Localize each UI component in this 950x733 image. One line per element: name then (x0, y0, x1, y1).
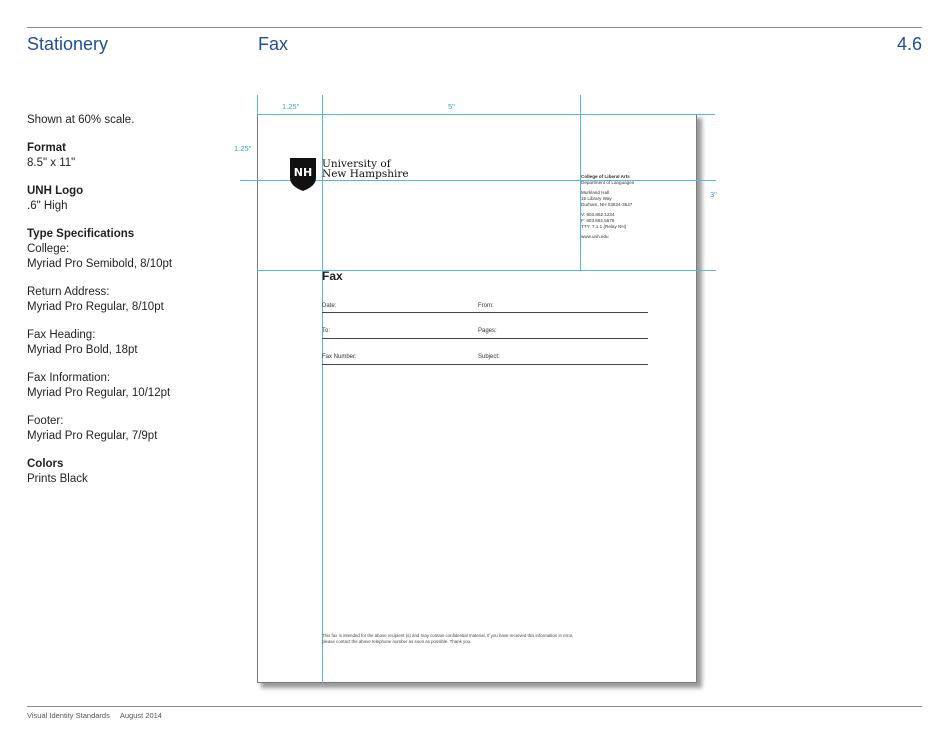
logo-heading: UNH Logo (27, 185, 84, 197)
spec-panel (27, 113, 237, 500)
guide-right-tick (697, 114, 715, 115)
unh-logo (290, 158, 316, 196)
dim-text-width: 5" (448, 102, 455, 111)
fax-number-label: Fax Number: (322, 354, 357, 360)
return-value: Myriad Pro Regular, 8/10pt (27, 301, 164, 313)
colors-value: Prints Black (27, 473, 88, 485)
format-value: 8.5" x 11" (27, 157, 76, 169)
bottom-rule (27, 706, 922, 707)
subject-label: Subject: (478, 354, 500, 360)
fax-heading-label: Fax Heading: (27, 329, 96, 341)
phone-tty: TTY: 7.1.1 (Relay NH) (581, 224, 627, 229)
footer-label: Footer: (27, 415, 64, 427)
address-line2: 15 Library Way (581, 196, 612, 201)
unh-shield-icon (290, 158, 316, 191)
format-heading: Format (27, 142, 66, 154)
guide-page-edge-tick (257, 95, 258, 114)
from-label: From: (478, 303, 494, 309)
college-name: College of Liberal Arts (581, 174, 630, 179)
disclaimer-line1: This fax is intended for the above recipient (s) and may contain confidential material. If you have received this information in error, (322, 633, 574, 638)
dim-margin-left: 1.25" (282, 102, 300, 111)
address-line3: Durham, NH 03824-3547 (581, 202, 633, 207)
fax-heading-value: Myriad Pro Bold, 18pt (27, 344, 138, 356)
scale-note: Shown at 60% scale. (27, 114, 135, 126)
page-number: 4.6 (896, 34, 922, 54)
fax-info-label: Fax Information: (27, 372, 111, 384)
date-from-rule (322, 312, 648, 313)
website: www.unh.edu (581, 234, 609, 239)
to-label: To: (322, 328, 331, 334)
date-label: Date: (322, 303, 337, 309)
type-heading: Type Specifications (27, 228, 135, 240)
fax-heading: Fax (322, 269, 343, 283)
guide-top-edge (257, 114, 715, 115)
logo-line2: New Hampshire (322, 168, 409, 180)
dim-header-height: 3" (710, 190, 717, 199)
phone-voice: V: 603.862.1234 (581, 212, 615, 217)
top-rule (27, 27, 922, 28)
colors-heading: Colors (27, 458, 64, 470)
footer-title: Visual Identity Standards (27, 711, 110, 720)
page-footer (27, 711, 162, 720)
logo-mark: NH (293, 166, 313, 179)
fax-disclaimer (322, 633, 662, 645)
address-line1: Murkland Hall (581, 190, 610, 195)
department-name: Department of Languages (581, 180, 635, 185)
logo-wordmark (322, 159, 409, 179)
return-address (581, 174, 634, 240)
footer-value: Myriad Pro Regular, 7/9pt (27, 430, 158, 442)
return-label: Return Address: (27, 286, 110, 298)
disclaimer-line2: please contact the above telephone number as soon as possible. Thank you. (322, 639, 472, 644)
college-value: Myriad Pro Semibold, 8/10pt (27, 258, 173, 270)
fax-subject-rule (322, 364, 648, 365)
page-title: Fax (258, 34, 289, 54)
logo-value: .6" High (27, 200, 68, 212)
pages-label: Pages: (478, 328, 497, 334)
guide-left-margin (322, 95, 323, 683)
dim-margin-top: 1.25" (234, 144, 252, 153)
phone-fax: F: 603.862.5678 (581, 218, 615, 223)
footer-date: August 2014 (119, 711, 162, 720)
college-label: College: (27, 243, 70, 255)
to-pages-rule (322, 338, 648, 339)
fax-info-value: Myriad Pro Regular, 10/12pt (27, 387, 171, 399)
section-title: Stationery (27, 34, 109, 54)
logo-line1: University of (322, 158, 391, 170)
